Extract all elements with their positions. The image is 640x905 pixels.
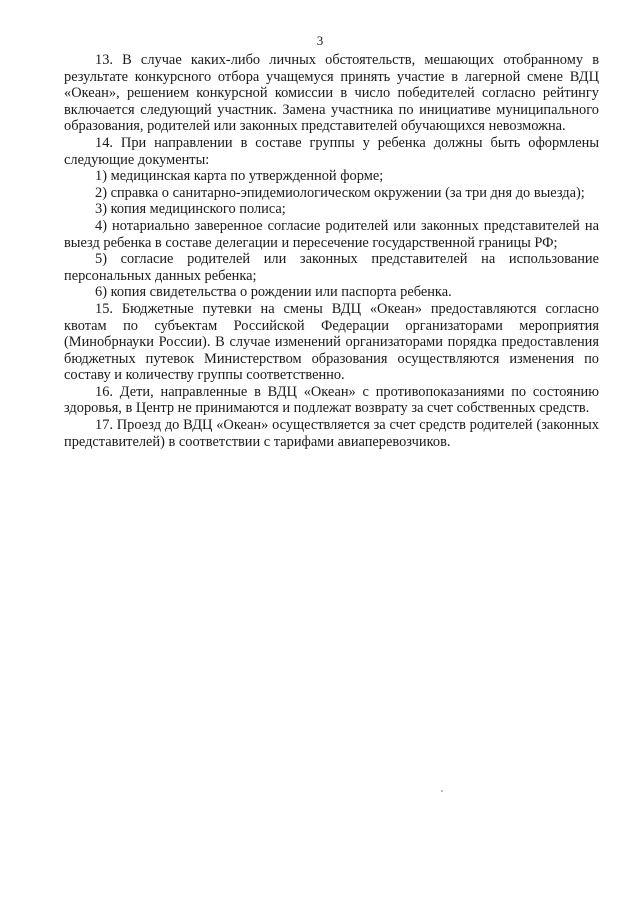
page-number: 3 (316, 33, 324, 48)
list-item-epidemiological-certificate: 2) справка о санитарно-эпидемиологическом окружении (за три дня до выезда); (95, 184, 585, 201)
list-item-birth-certificate-copy: 6) копия свидетельства о рождении или паспорта ребенка. (95, 284, 452, 301)
list-item-insurance-policy-copy: 3) копия медицинского полиса; (95, 201, 286, 218)
document-body (64, 52, 599, 450)
list-item-notarized-consent: 4) нотариально заверенное согласие родителей или законных представителей на выезд ребенка в составе делегации и пересечение государственной границы РФ; (64, 217, 599, 251)
paragraph-item-14: 14. При направлении в составе группы у ребенка должны быть оформлены следующие документы: (64, 134, 599, 168)
list-item-medical-card: 1) медицинская карта по утвержденной форме; (95, 168, 384, 185)
scan-artifact-dot (441, 790, 443, 792)
paragraph-item-17: 17. Проезд до ВДЦ «Океан» осуществляется за счет средств родителей (законных представителей) в соответствии с тарифами авиаперевозчиков. (64, 417, 599, 450)
paragraph-item-16: 16. Дети, направленные в ВДЦ «Океан» с противопоказаниями по состоянию здоровья, в Центр не принимаются и подлежат возврату за счет собственных средств. (64, 383, 599, 417)
paragraph-item-13: 13. В случае каких-либо личных обстоятельств, мешающих отобранному в результате конкурсного отбора учащемуся принять участие в лагерной смене ВДЦ «Океан», решением конкурсной комиссии в число победителей согласно рейтингу включается следующий участник. Замена участника по инициативе муниципального образования, родителей или законных представителей обучающихся невозможна. (64, 52, 599, 135)
list-item-personal-data-consent: 5) согласие родителей или законных представителей на использование персональных данных ребенка; (64, 251, 599, 284)
paragraph-item-15: 15. Бюджетные путевки на смены ВДЦ «Океан» предоставляются согласно квотам по субъектам Российской Федерации организаторами мероприятия (Минобрнауки России). В случае изменений организаторами порядка предоставления бюджетных путевок Министерством образования осуществляются изменения по составу и количеству группы соответственно. (64, 300, 599, 384)
